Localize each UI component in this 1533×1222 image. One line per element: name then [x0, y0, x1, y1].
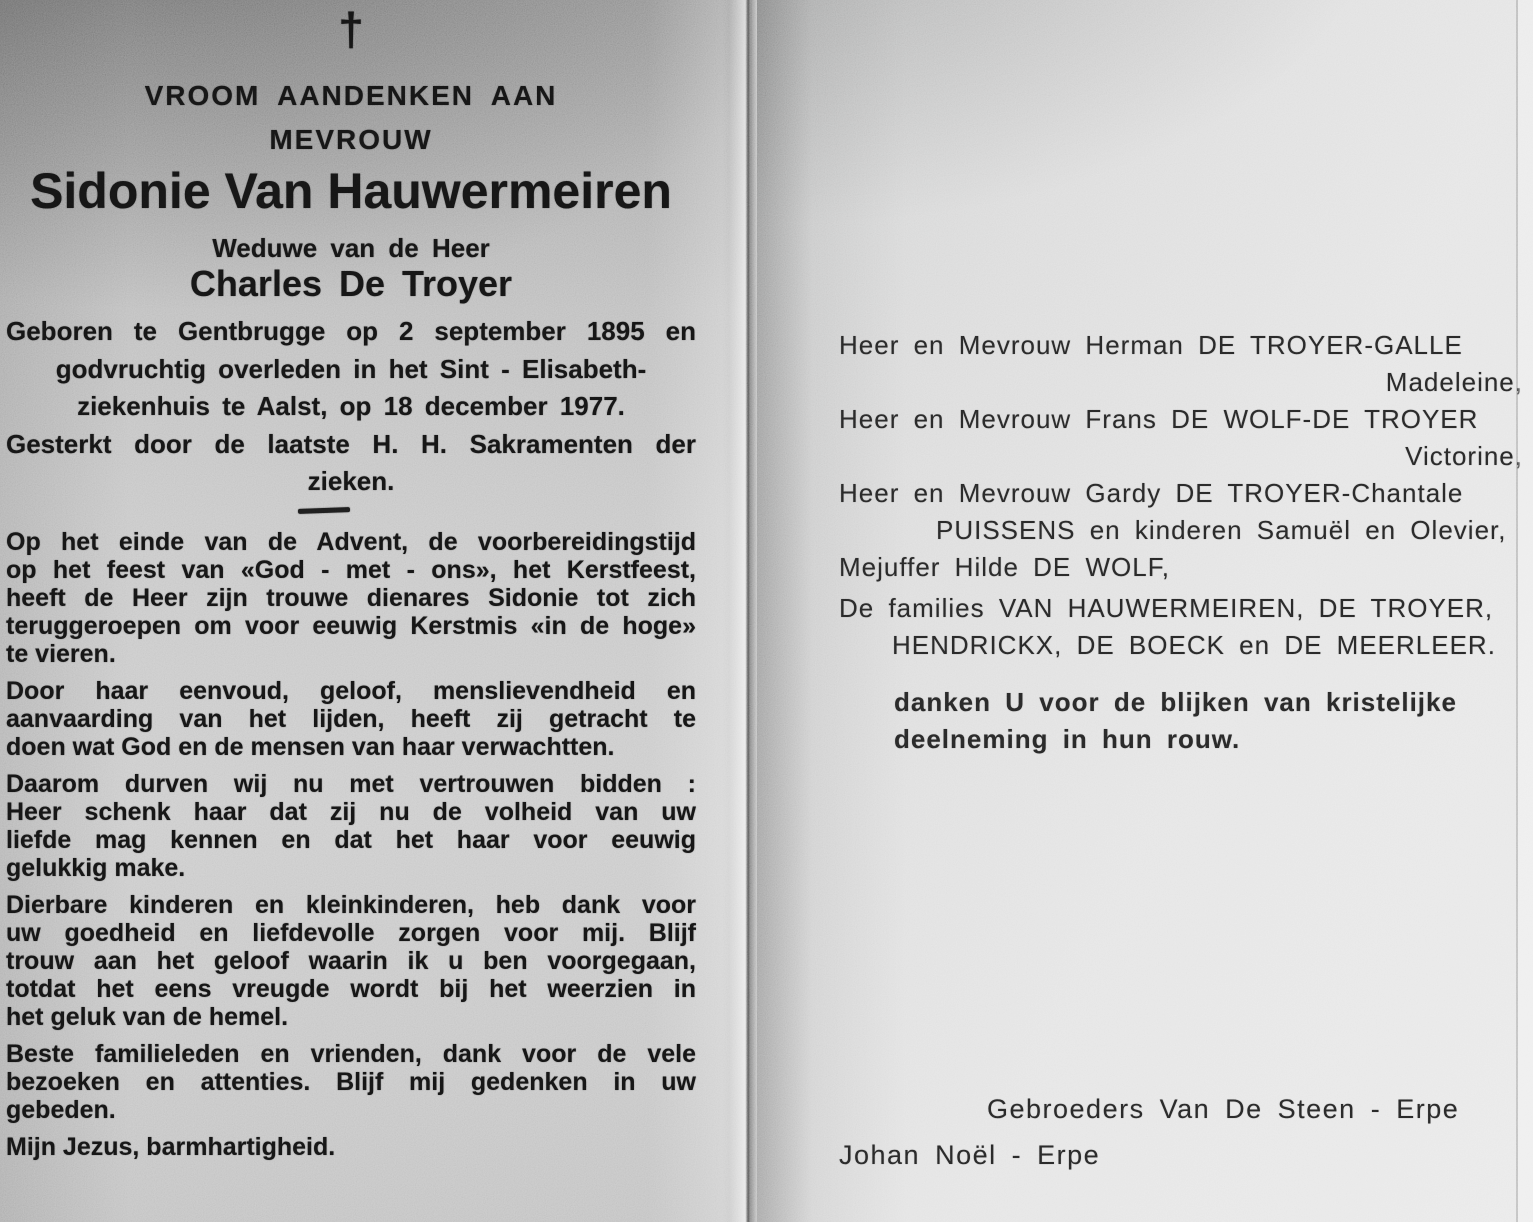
thanks-line: danken U voor de blijken van kristelijke [894, 687, 1457, 717]
birth-death-line: Gesterkt door de laatste H. H. Sakramenten der [6, 428, 696, 459]
text-line: Dierbare kinderen en kleinkinderen, heb dank voor [6, 891, 696, 919]
printer-line: Johan Noël - Erpe [839, 1140, 1101, 1170]
text-line: trouw aan het geloof waarin ik u ben voorgegaan, [6, 947, 696, 975]
text-line: Mijn Jezus, barmhartigheid. [6, 1133, 336, 1161]
text-line: teruggeroepen om voor eeuwig Kerstmis «in de hoge» [6, 612, 696, 640]
widow-of-label: Weduwe van de Heer [212, 233, 490, 263]
page-right-margin [1518, 0, 1533, 1222]
text-line: gebeden. [6, 1096, 116, 1124]
text-line: Op het einde van de Advent, de voorbereidingstijd [6, 528, 696, 556]
family-line: PUISSENS en kinderen Samuël en Olevier, [936, 515, 1507, 545]
text-line: uw goedheid en liefdevolle zorgen voor mij. Blijf [6, 919, 696, 947]
paragraph-jezus [6, 1133, 696, 1161]
text-line: aanvaarding van het lijden, heeft zij getracht te [6, 705, 696, 733]
text-line: te vieren. [6, 640, 116, 668]
family-line: Heer en Mevrouw Frans DE WOLF-DE TROYER [839, 404, 1479, 434]
family-line: De families VAN HAUWERMEIREN, DE TROYER, [839, 593, 1494, 623]
deceased-name: Sidonie Van Hauwermeiren [30, 163, 672, 219]
memorial-heading-line1: VROOM AANDENKEN AAN [144, 80, 558, 111]
family-line: Mejuffer Hilde DE WOLF, [839, 552, 1170, 582]
birth-death-line: Geboren te Gentbrugge op 2 september 1895 en [6, 316, 696, 346]
text-line: Daarom durven wij nu met vertrouwen bidden : [6, 770, 696, 798]
paragraph-gebed [6, 770, 696, 882]
family-acknowledgement-list [839, 327, 1523, 664]
left-page [0, 0, 752, 1222]
spouse-name: Charles De Troyer [189, 263, 513, 304]
family-line: Heer en Mevrouw Gardy DE TROYER-Chantale [839, 478, 1464, 508]
memorial-text-block [6, 528, 696, 1170]
text-line: het geluk van de hemel. [6, 1003, 289, 1031]
page-fold [729, 0, 757, 1222]
birth-death-line: zieken. [307, 466, 395, 496]
birth-death-line: godvruchtig overleden in het Sint - Elisabeth- [55, 353, 647, 384]
paragraph-eenvoud [6, 677, 696, 761]
paragraph-advent [6, 528, 696, 668]
text-line: totdat het eens vreugde wordt bij het weerzien in [6, 975, 696, 1003]
printer-credits [839, 1086, 1523, 1178]
thanks-line: deelneming in hun rouw. [894, 724, 1241, 754]
birth-death-line: ziekenhuis te Aalst, op 18 december 1977. [77, 391, 625, 421]
paragraph-kinderen [6, 891, 696, 1031]
text-line: liefde mag kennen en dat het haar voor eeuwig [6, 826, 696, 854]
text-line: op het feest van «God - met - ons», het Kerstfeest, [6, 556, 696, 584]
text-line: gelukkig make. [6, 854, 186, 882]
cross-icon: † [338, 3, 364, 55]
family-line: HENDRICKX, DE BOECK en DE MEERLEER. [892, 630, 1496, 660]
text-line: Beste familieleden en vrienden, dank voor de vele [6, 1040, 696, 1068]
text-line: bezoeken en attenties. Blijf mij gedenken in uw [6, 1068, 696, 1096]
thanks-note [839, 684, 1523, 758]
family-line: Victorine, [1405, 441, 1523, 471]
text-line: doen wat God en de mensen van haar verwachtten. [6, 733, 615, 761]
family-line: Madeleine, [1385, 367, 1523, 397]
family-line: Heer en Mevrouw Herman DE TROYER-GALLE [839, 330, 1463, 360]
text-line: heeft de Heer zijn trouwe dienares Sidonie tot zich [6, 584, 696, 612]
right-page [757, 0, 1533, 1222]
printer-line: Gebroeders Van De Steen - Erpe [987, 1094, 1460, 1124]
text-line: Door haar eenvoud, geloof, menslievendheid en [6, 677, 696, 705]
birth-death-block [6, 313, 696, 501]
paragraph-familieleden [6, 1040, 696, 1124]
text-line: Heer schenk haar dat zij nu de volheid van uw [6, 798, 696, 826]
memorial-heading-line2: MEVROUW [269, 124, 433, 155]
section-divider [298, 507, 350, 514]
